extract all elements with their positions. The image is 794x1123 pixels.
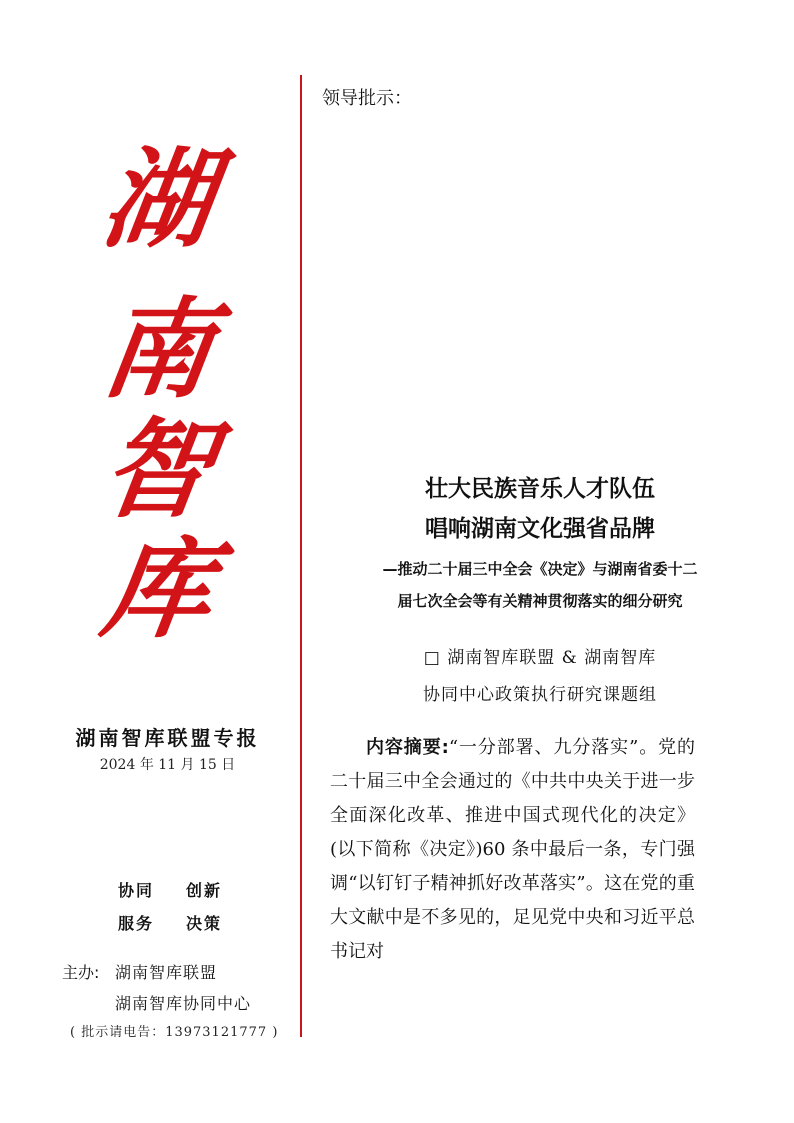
abstract-label: 内容摘要: [366,737,449,758]
abstract-paragraph [330,731,695,969]
slogan-xietong: 协同 [118,881,155,900]
contact-note: ( 批示请电告：13973121777 ) [70,1025,279,1040]
slogan-fuwu: 服务 [118,914,155,933]
logo-char-zhi: 智 [95,407,221,533]
author-line-2: 协同中心政策执行研究课题组 [423,685,657,705]
logo-char-hu: 湖 [95,137,221,263]
subtitle-line-2: 届七次全会等有关精神贯彻落实的细分研究 [397,592,683,610]
report-title: 湖南智库联盟专报 [75,726,260,750]
report-date: 2024 年 11 月 15 日 [99,757,236,773]
main-title-line-1: 壮大民族音乐人才队伍 [425,476,655,502]
approval-label: 领导批示： [322,88,412,109]
slogan-chuangxin: 创新 [186,881,223,900]
logo-char-ku: 库 [95,527,221,653]
slogan-juece: 决策 [186,914,223,933]
host-name-1: 湖南智库联盟 [115,963,218,982]
main-title-line-2: 唱响湖南文化强省品牌 [425,516,655,542]
vertical-divider [300,75,302,1037]
abstract-text: “一分部署、九分落实”。党的二十届三中全会通过的《中共中央关于进一步全面深化改革、推进中国式现代化的决定》(以下简称《决定》)60 条中最后一条，专门强调“以钉钉子精神抓好改革落实”。这在党的重大文献中是不多见的，足见党中央和习近平总书记对 [330,737,696,962]
host-name-2: 湖南智库协同中心 [115,994,252,1013]
subtitle-line-1: —推动二十届三中全会《决定》与湖南省委十二 [382,560,698,578]
author-line-1: □ 湖南智库联盟 & 湖南智库 [423,648,657,668]
logo-char-nan: 南 [95,287,221,413]
host-label: 主办: [62,963,100,982]
